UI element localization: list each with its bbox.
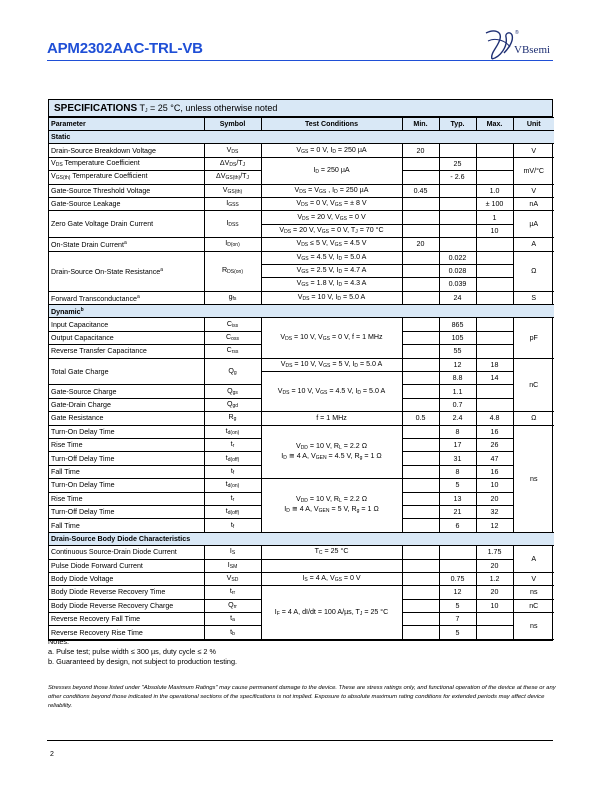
table-row: Forward Transconductance$^a$ $g_{fs}$ $V_{DS} = 10$ V, $I_D = 5.0$ A 24 S: [49, 291, 554, 304]
table-row: Fall Time $t_f$ 8 16: [49, 465, 554, 478]
table-row: Rise Time $t_r$ 17 26: [49, 438, 554, 451]
table-row: Pulse Diode Forward Current $I_{SM}$ 20: [49, 559, 554, 572]
col-max: Max.: [476, 118, 513, 131]
table-row: Body Diode Reverse Recovery Charge $Q_{rr}$ 5 10 nC: [49, 599, 554, 612]
table-row: Drain-Source Breakdown Voltage $V_{DS}$ $V_{GS} = 0$ V, $I_D = 250$ µA 20 V: [49, 144, 554, 157]
col-symbol: Symbol: [204, 118, 261, 131]
table-row: $V_{DS}$ Temperature Coefficient $\Delta V_{DS}/T_J$ $I_D = 250$ µA 25 mV/°C: [49, 157, 554, 170]
table-row: Input Capacitance $C_{iss}$ $V_{DS} = 10$ V, $V_{GS} = 0$ V, f = 1 MHz 865 pF: [49, 318, 554, 331]
table-row: Output Capacitance $C_{oss}$ 105: [49, 331, 554, 344]
notes: [48, 637, 237, 667]
col-test-conditions: Test Conditions: [261, 118, 402, 131]
spec-title: SPECIFICATIONS: [54, 103, 138, 114]
table-row: Gate Resistance $R_g$ f = 1 MHz 0.5 2.4 4.8 Ω: [49, 412, 554, 425]
section-body-diode: Drain-Source Body Diode Characteristics: [49, 532, 554, 545]
table-row: Rise Time $t_r$ 13 20: [49, 492, 554, 505]
table-row: Reverse Recovery Rise Time $t_b$ 5: [49, 626, 554, 639]
table-row: Gate-Source Leakage $I_{GSS}$ $V_{DS} = 0$ V, $V_{GS}$ = ± 8 V ± 100 nA: [49, 197, 554, 210]
title-rule: [47, 60, 553, 61]
notes-label: Notes:: [48, 637, 70, 646]
table-row: Reverse Recovery Fall Time $t_a$ 7 ns: [49, 613, 554, 626]
logo-wordmark: VBsemi: [514, 44, 551, 56]
table-row: Turn-Off Delay Time $t_{d(off)}$ 31 47: [49, 452, 554, 465]
note-a: a. Pulse test; pulse width ≤ 300 µs, duty cycle ≤ 2 %: [48, 647, 216, 656]
table-row: Body Diode Reverse Recovery Time $t_{rr}$ $I_F = 4$ A, dI/dt = 100 A/µs, $T_J = 25$ °C 12 20 ns: [49, 586, 554, 599]
section-static: Static: [49, 131, 554, 144]
note-b: b. Guaranteed by design, not subject to production testing.: [48, 657, 238, 666]
specifications-table: [48, 99, 553, 641]
table-row: Gate-Source Threshold Voltage $V_{GS(th)}$ $V_{DS} = V_{GS}$ , $I_D = 250$ µA 0.45 1.0 V: [49, 184, 554, 197]
table-row: On-State Drain Current$^a$ $I_{D(on)}$ $V_{DS} \le 5$ V, $V_{GS} = 4.5$ V 20 A: [49, 238, 554, 251]
table-row: Continuous Source-Drain Diode Current $I_S$ $T_C = 25$ °C 1.75 A: [49, 546, 554, 559]
table-row: $V_{DS} = 10$ V, $V_{GS} = 4.5$ V, $I_D = 5.0$ A 8.8 14: [49, 372, 554, 385]
table-row: Gate-Drain Charge $Q_{gd}$ 0.7: [49, 398, 554, 411]
spec-heading: [49, 100, 552, 117]
table-row: Body Diode Voltage $V_{SD}$ $I_S = 4$ A, $V_{GS} = 0$ V 0.75 1.2 V: [49, 572, 554, 585]
section-dynamic: Dynamic$^b$: [49, 305, 554, 318]
table-row: Turn-Off Delay Time $t_{d(off)}$ 21 32: [49, 505, 554, 518]
table-row: $V_{GS(th)}$ Temperature Coefficient $\Delta V_{GS(th)}/T_J$ - 2.6: [49, 171, 554, 184]
table-row: Gate-Source Charge $Q_{gs}$ 1.1: [49, 385, 554, 398]
logo-registered-mark: ®: [515, 30, 519, 36]
table-row: Drain-Source On-State Resistance$^a$ $R_{DS(on)}$ $V_{GS} = 4.5$ V, $I_D = 5.0$ A 0.022 Ω: [49, 251, 554, 264]
column-header-row: [49, 118, 554, 131]
table-row: $V_{DS} = 20$ V, $V_{GS} = 0$ V, $T_J = 70$ °C 10: [49, 224, 554, 237]
stress-disclaimer: Stresses beyond those listed under "Absolute Maximum Ratings" may cause permanent damage to the device. These are stress ratings only, and functional operation of the device at these or any other conditions beyond those indicated in the operational sections of the specifications is not implied. Exposure to absolute maximum rating conditions for extended periods may affect device reliability.: [48, 685, 556, 709]
table-row: Zero Gate Voltage Drain Current $I_{DSS}$ $V_{DS} = 20$ V, $V_{GS} = 0$ V 1 µA: [49, 211, 554, 224]
page-number: 2: [50, 751, 54, 758]
spec-grid: [49, 117, 554, 640]
spec-condition: $T_J = 25$ °C, unless otherwise noted: [139, 103, 278, 114]
col-parameter: Parameter: [49, 118, 204, 131]
table-row: Turn-On Delay Time $t_{d(on)}$ $V_{DD} = 10$ V, $R_L = 2.2$ Ω $I_D$ ≅ 4 A, $V_{GEN} = 5$ V, $R_g = 1$ Ω 5 10: [49, 479, 554, 492]
table-row: Reverse Transfer Capacitance $C_{rss}$ 55: [49, 345, 554, 358]
table-row: $V_{GS} = 2.5$ V, $I_D = 4.7$ A 0.028: [49, 264, 554, 277]
table-row: Total Gate Charge $Q_g$ $V_{DS} = 10$ V, $V_{GS} = 5$ V, $I_D = 5.0$ A 12 18 nC: [49, 358, 554, 371]
table-row: Fall Time $t_f$ 6 12: [49, 519, 554, 532]
col-min: Min.: [402, 118, 439, 131]
table-row: Turn-On Delay Time $t_{d(on)}$ $V_{DD} = 10$ V, $R_L = 2.2$ Ω $I_D$ ≅ 4 A, $V_{GEN} = 4.5$ V, $R_g = 1$ Ω 8 16 ns: [49, 425, 554, 438]
col-typ: Typ.: [439, 118, 476, 131]
footer-rule: [47, 740, 553, 741]
table-row: $V_{GS} = 1.8$ V, $I_D = 4.3$ A 0.039: [49, 278, 554, 291]
col-unit: Unit: [513, 118, 554, 131]
document-title: APM2302AAC-TRL-VB: [47, 40, 203, 57]
